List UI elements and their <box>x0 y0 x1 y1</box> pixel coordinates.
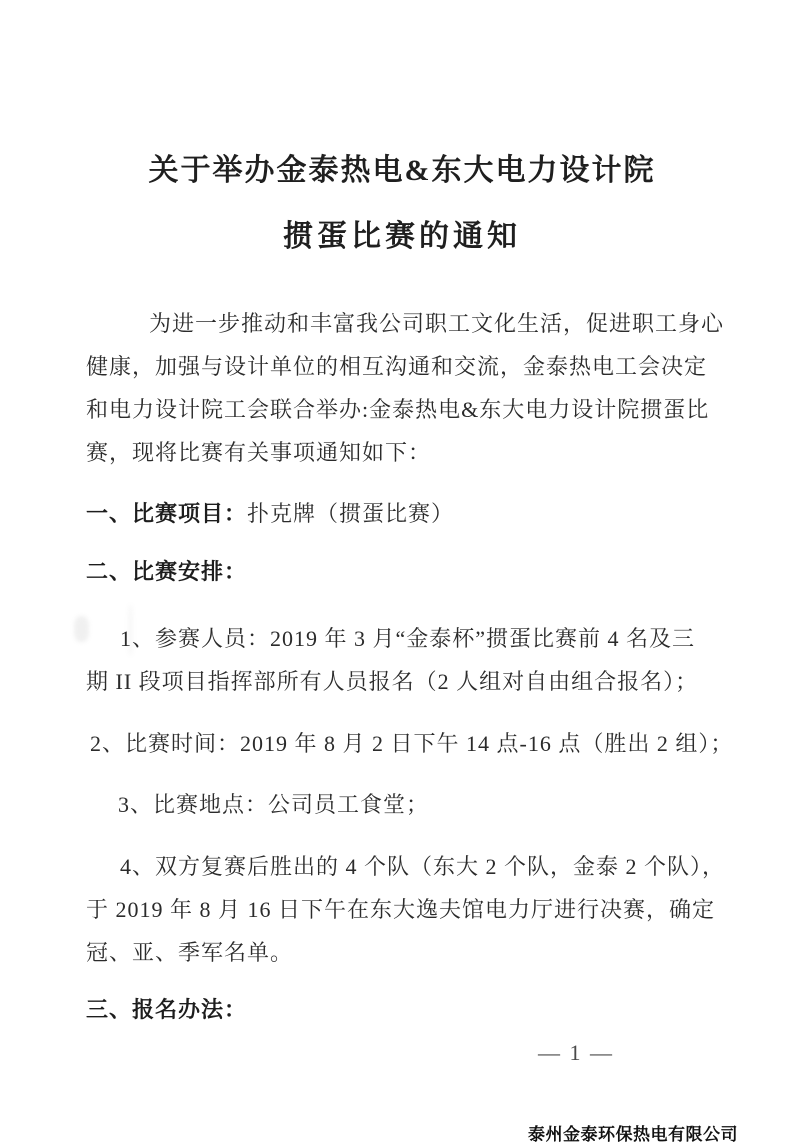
document-content <box>86 0 734 1074</box>
intro-line: 赛，现将比赛有关事项通知如下： <box>86 440 432 465</box>
intro-line: 健康，加强与设计单位的相互沟通和交流，金泰热电工会决定 <box>86 354 708 379</box>
arrangement-item-4-finals <box>86 845 726 974</box>
section-1-competition-event <box>86 492 718 535</box>
item-4-line: 于 2019 年 8 月 16 日下午在东大逸夫馆电力厅进行决赛，确定 <box>86 897 716 922</box>
intro-paragraph <box>86 302 725 474</box>
item-1-line: 1、参赛人员：2019 年 3 月“金泰杯”掼蛋比赛前 4 名及三 <box>120 626 696 651</box>
arrangement-item-2-time: 2、比赛时间：2019 年 8 月 2 日下午 14 点-16 点（胜出 2 组）； <box>90 731 734 756</box>
arrangement-item-1-participants <box>86 617 718 703</box>
document-title-line-2: 掼蛋比赛的通知 <box>283 220 521 253</box>
item-4-line: 冠、亚、季军名单。 <box>86 940 294 965</box>
section-3-heading: 三、报名办法： <box>86 997 248 1022</box>
intro-line: 和电力设计院工会联合举办:金泰热电&东大电力设计院掼蛋比 <box>86 397 710 422</box>
section-2-heading: 二、比赛安排： <box>86 559 248 584</box>
arrangement-item-3-location: 3、比赛地点：公司员工食堂； <box>118 792 430 817</box>
item-4-line: 4、双方复赛后胜出的 4 个队（东大 2 个队，金泰 2 个队）， <box>120 854 726 879</box>
intro-line: 为进一步推动和丰富我公司职工文化生活，促进职工身心 <box>149 311 725 336</box>
page-number: — 1 — <box>538 1040 614 1065</box>
section-1-text: 扑克牌（掼蛋比赛） <box>247 501 455 526</box>
footer-company-name: 泰州金泰环保热电有限公司 <box>528 1125 738 1144</box>
section-2-competition-arrangement <box>86 550 718 593</box>
section-3-registration-method <box>86 988 718 1031</box>
item-1-line: 期 II 段项目指挥部所有人员报名（2 人组对自由组合报名）； <box>86 669 699 694</box>
document-title-line-1: 关于举办金泰热电&东大电力设计院 <box>148 154 656 187</box>
section-1-heading: 一、比赛项目： <box>86 501 248 526</box>
